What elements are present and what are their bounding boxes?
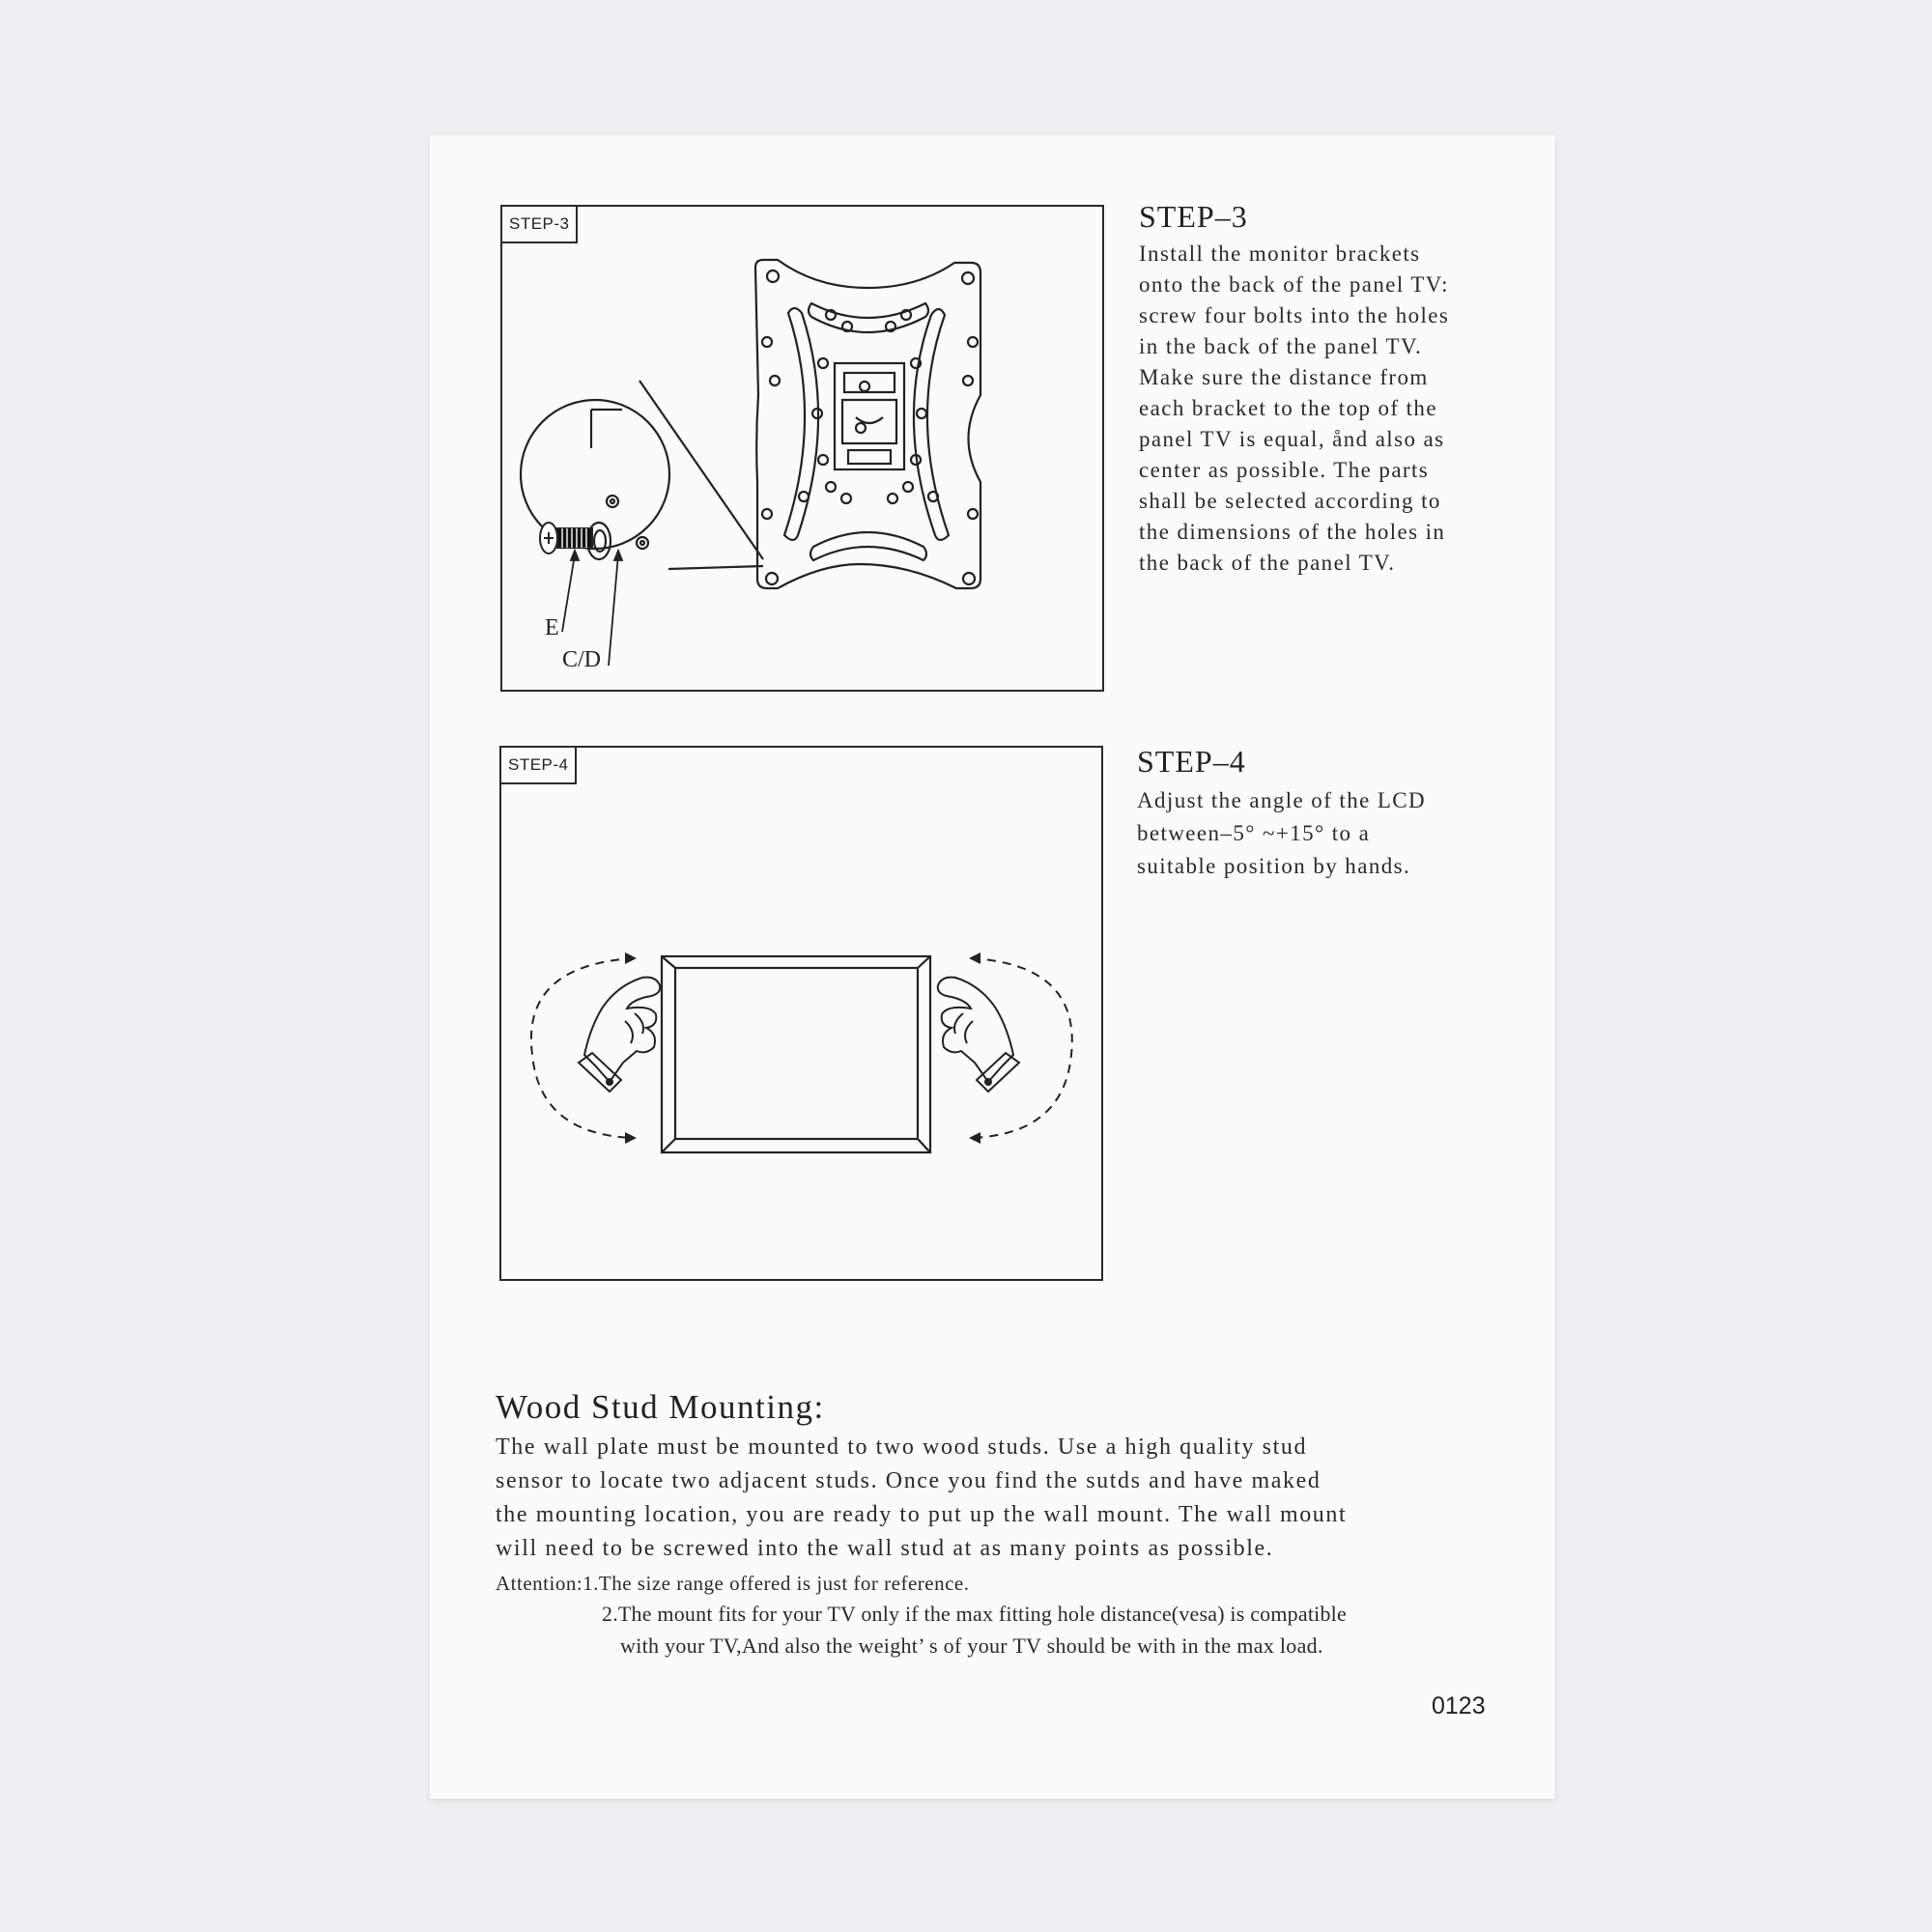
attention-line-2: 2.The mount fits for your TV only if the max fitting hole distance(vesa) is compatible <box>602 1602 1347 1626</box>
attention-line-1: Attention:1.The size range offered is just for reference. <box>496 1572 970 1595</box>
wood-stud-body: The wall plate must be mounted to two wood studs. Use a high quality stud sensor to locate two adjacent studs. Once you find the sutds and have maked the mounting location, you are ready to put up the wall mount. The wall mount will need to be screwed into the wall stud at as many points as possible. <box>496 1435 1348 1561</box>
step4-instructions: Adjust the angle of the LCD between–5° ~+15° to a suitable position by hands. <box>1137 788 1427 878</box>
step3-figure <box>500 205 1104 692</box>
tilt-diagram <box>501 748 1101 1279</box>
label-e: E <box>545 615 559 640</box>
step4-title: STEP–4 <box>1137 744 1246 779</box>
instruction-sheet <box>430 135 1555 1799</box>
step4-figure <box>499 746 1103 1281</box>
step3-tag: STEP-3 <box>501 206 578 243</box>
label-cd: C/D <box>562 647 602 672</box>
bracket-diagram <box>502 207 1102 690</box>
wood-stud-title: Wood Stud Mounting: <box>496 1388 825 1426</box>
document-code: 0123 <box>1432 1692 1486 1719</box>
step4-tag: STEP-4 <box>500 747 577 784</box>
attention-line-3: with your TV,And also the weight’ s of your TV should be with in the max load. <box>620 1634 1323 1658</box>
step3-title: STEP–3 <box>1139 199 1248 234</box>
step3-instructions: Install the monitor brackets onto the back of the panel TV: screw four bolts into the holes in the back of the panel TV. Make sure the distance from each bracket to the top of the panel TV is equal, ånd also as center as possible. The parts shall be selected according to the dimensions of the holes in the back of the panel TV. <box>1139 242 1450 575</box>
